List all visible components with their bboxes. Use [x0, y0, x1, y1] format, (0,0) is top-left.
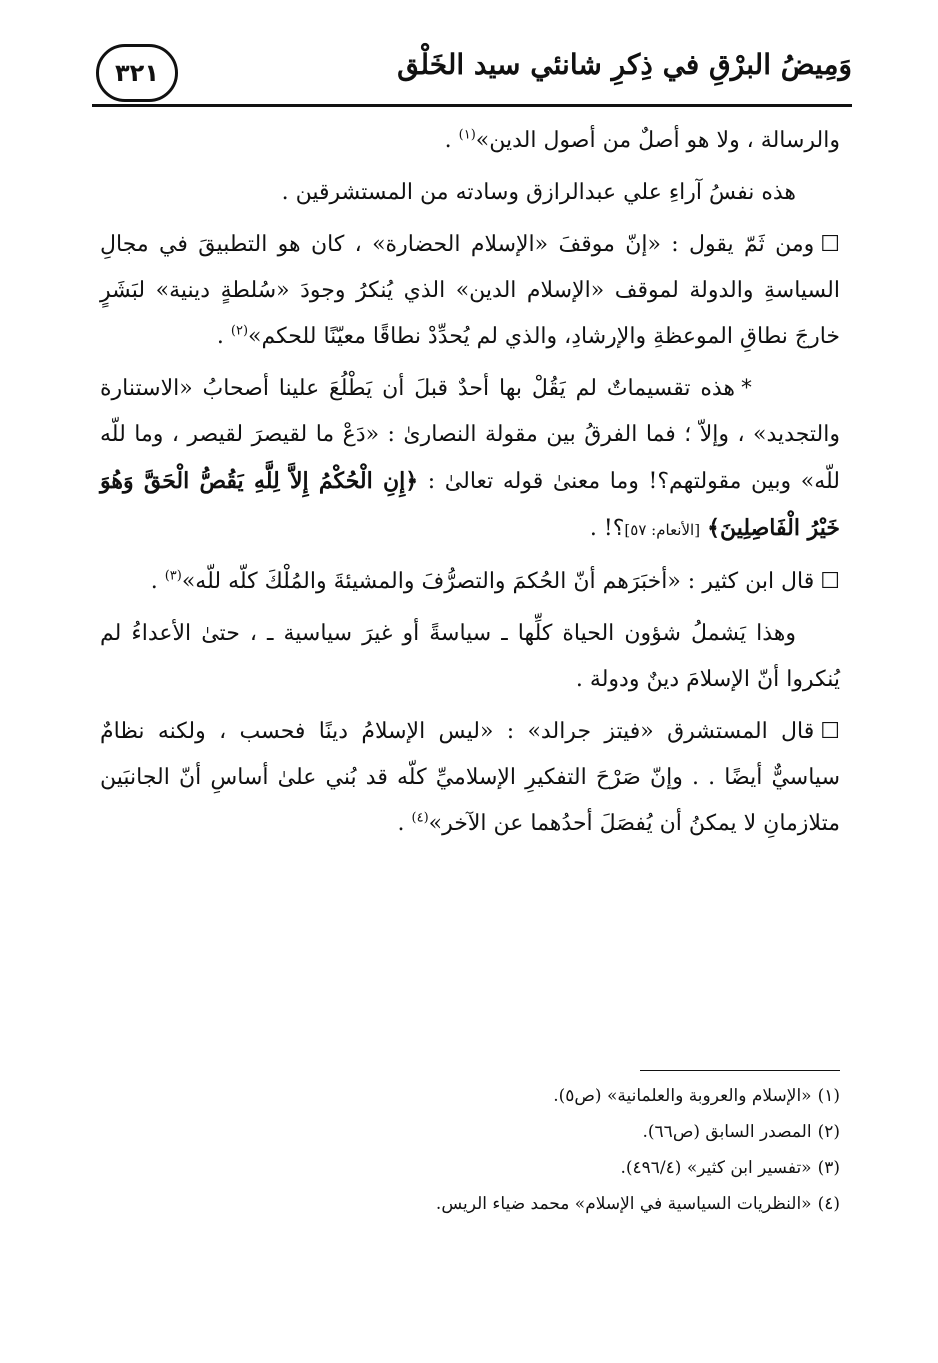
footnote-number: (٢) — [817, 1122, 840, 1142]
main-text — [100, 118, 840, 853]
paragraph-6 — [100, 611, 840, 703]
paragraph-1 — [100, 118, 840, 164]
paragraph-5 — [100, 559, 840, 605]
paragraph-text: ومن ثَمّ يقول : «إنّ موقفَ «الإسلام الحضارة» ، كان هو التطبيقَ في مجالِ السياسةِ والدولة لموقف «الإسلام الدين» الذي يُنكرُ وجودَ «سُلطةٍ دينية» لبَشَرٍ خارجَ نطاقِ الموعظةِ والإرشادِ، والذي لم يُحدِّدْ نطاقًا معيّنًا للحكم» — [100, 232, 840, 349]
footnote-number: (٣) — [817, 1158, 840, 1178]
paragraph-tail: . — [150, 569, 165, 594]
running-title: وَمِيضُ البرْقِ في ذِكرِ شانئي سيد الخَلْق — [397, 48, 852, 81]
verse-reference: [الأنعام: ٥٧] — [624, 521, 701, 539]
paragraph-3 — [100, 222, 840, 360]
paragraph-2 — [100, 170, 840, 216]
paragraph-tail: . — [397, 811, 412, 836]
footnote-ref: (٤) — [411, 810, 429, 826]
footnote-text: المصدر السابق (ص٦٦). — [642, 1122, 812, 1142]
paragraph-text: والرسالة ، ولا هو أصلٌ من أصول الدين» — [475, 128, 840, 153]
page-number: ٣٢١ — [115, 59, 159, 87]
paragraph-tail: . — [216, 324, 231, 349]
square-bullet-icon: ☐ — [820, 719, 840, 744]
square-bullet-icon: ☐ — [820, 232, 840, 257]
footnote-ref: (٣) — [164, 568, 182, 584]
footnote-number: (١) — [817, 1086, 840, 1106]
footnote-item — [100, 1114, 840, 1150]
quran-verse: ﴿إِنِ الْحُكْمُ إِلاَّ لِلَّهِ يَقُصُّ الْحَقَّ وَهُوَ خَيْرُ الْفَاصِلِينَ﴾ — [100, 468, 840, 541]
paragraph-7 — [100, 709, 840, 847]
footnote-separator — [640, 1070, 840, 1071]
square-bullet-icon: ☐ — [820, 569, 840, 594]
footnotes — [100, 1078, 840, 1222]
footnote-ref: (٢) — [230, 323, 249, 339]
paragraph-tail: ؟! . — [589, 516, 625, 541]
paragraph-text: وهذا يَشملُ شؤون الحياة كلِّها ـ سياسةً أو غيرَ سياسية ـ ، حتىٰ الأعداءُ لم يُنكروا أنّ الإسلامَ دينٌ ودولة . — [100, 621, 840, 692]
asterisk-bullet-icon: * — [741, 376, 752, 401]
header-rule — [92, 104, 852, 107]
paragraph-text: قال المستشرق «فيتز جرالد» : «ليس الإسلامُ دينًا فحسب ، ولكنه نظامٌ سياسيٌّ أيضًا . . وإنّ صَرْحَ التفكيرِ الإسلاميِّ كلّه قد بُني علىٰ أساسِ أنّ الجانبَين متلازمانِ لا يمكنُ أن يُفصَلَ أحدُهما عن الآخر» — [100, 719, 840, 836]
footnote-ref: (١) — [458, 127, 476, 143]
page-number-badge — [96, 44, 178, 102]
paragraph-text: قال ابن كثير : «أخبَرَهم أنّ الحُكمَ والتصرُّفَ والمشيئةَ والمُلْكَ كلّه للّه» — [181, 569, 815, 594]
footnote-item — [100, 1150, 840, 1186]
footnote-text: «النظريات السياسية في الإسلام» محمد ضياء الريس. — [435, 1194, 812, 1214]
footnote-number: (٤) — [817, 1194, 840, 1214]
page-header — [92, 38, 852, 108]
paragraph-4 — [100, 366, 840, 553]
footnote-text: «الإسلام والعروبة والعلمانية» (ص٥). — [553, 1086, 812, 1106]
footnote-text: «تفسير ابن كثير» (٤٩٦/٤). — [620, 1158, 812, 1178]
paragraph-tail: . — [444, 128, 459, 153]
paragraph-text: هذه تقسيماتٌ لم يَقُلْ بها أحدٌ قبلَ أن يَطْلُعَ علينا أصحابُ «الاستنارة والتجديد» ، وإلاّ ؛ فما الفرقُ بين مقولة النصارىٰ : «دَعْ ما لقيصرَ لقيصر ، وما للّه للّه» وبين مقولتهم؟! وما معنىٰ قوله تعالىٰ : — [100, 376, 840, 494]
paragraph-text: هذه نفسُ آراءِ علي عبدالرازق وسادته من المستشرقين . — [281, 180, 796, 205]
footnote-item — [100, 1186, 840, 1222]
footnote-item — [100, 1078, 840, 1114]
